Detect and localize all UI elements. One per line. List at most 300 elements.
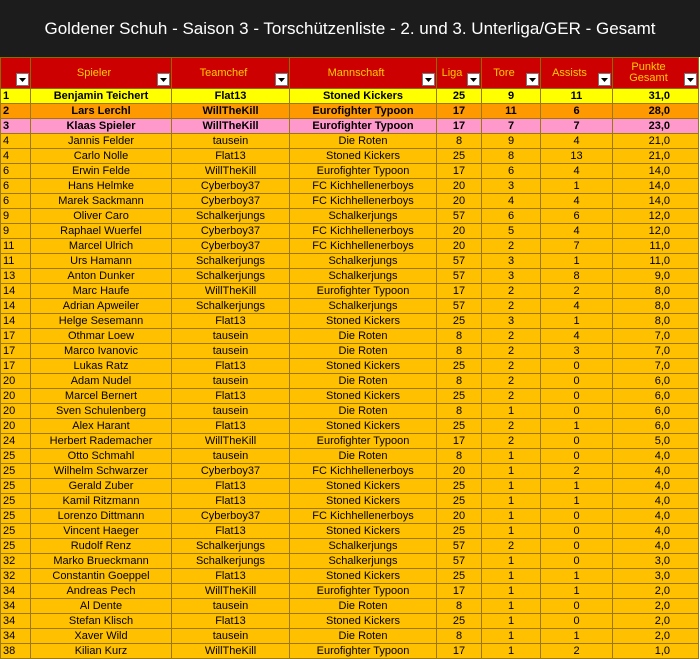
cell-liga[interactable]: 25 [437, 479, 482, 494]
cell-assists[interactable]: 8 [541, 269, 613, 284]
cell-spieler[interactable]: Al Dente [31, 599, 172, 614]
cell-liga[interactable]: 8 [437, 374, 482, 389]
cell-punkte[interactable]: 23,0 [613, 119, 699, 134]
cell-assists[interactable]: 4 [541, 224, 613, 239]
cell-tore[interactable]: 1 [482, 554, 541, 569]
cell-rank[interactable]: 32 [1, 569, 31, 584]
cell-spieler[interactable]: Gerald Zuber [31, 479, 172, 494]
cell-rank[interactable]: 11 [1, 254, 31, 269]
cell-liga[interactable]: 20 [437, 239, 482, 254]
cell-tore[interactable]: 1 [482, 629, 541, 644]
cell-spieler[interactable]: Lars Lerchl [31, 104, 172, 119]
cell-spieler[interactable]: Marcel Ulrich [31, 239, 172, 254]
cell-teamchef[interactable]: WillTheKill [172, 584, 290, 599]
cell-assists[interactable]: 2 [541, 644, 613, 659]
cell-mannschaft[interactable]: Schalkerjungs [290, 539, 437, 554]
cell-spieler[interactable]: Jannis Felder [31, 134, 172, 149]
cell-assists[interactable]: 4 [541, 329, 613, 344]
cell-rank[interactable]: 6 [1, 179, 31, 194]
cell-assists[interactable]: 0 [541, 614, 613, 629]
cell-liga[interactable]: 25 [437, 149, 482, 164]
filter-dropdown-icon[interactable] [16, 73, 29, 86]
cell-liga[interactable]: 20 [437, 224, 482, 239]
cell-spieler[interactable]: Andreas Pech [31, 584, 172, 599]
cell-spieler[interactable]: Otto Schmahl [31, 449, 172, 464]
cell-punkte[interactable]: 7,0 [613, 359, 699, 374]
cell-rank[interactable]: 34 [1, 614, 31, 629]
cell-punkte[interactable]: 14,0 [613, 179, 699, 194]
cell-spieler[interactable]: Vincent Haeger [31, 524, 172, 539]
cell-rank[interactable]: 4 [1, 149, 31, 164]
cell-mannschaft[interactable]: Die Roten [290, 404, 437, 419]
cell-mannschaft[interactable]: Schalkerjungs [290, 554, 437, 569]
cell-liga[interactable]: 17 [437, 434, 482, 449]
cell-teamchef[interactable]: Schalkerjungs [172, 209, 290, 224]
cell-punkte[interactable]: 14,0 [613, 194, 699, 209]
cell-rank[interactable]: 20 [1, 389, 31, 404]
cell-rank[interactable]: 6 [1, 164, 31, 179]
cell-teamchef[interactable]: tausein [172, 134, 290, 149]
cell-spieler[interactable]: Erwin Felde [31, 164, 172, 179]
cell-rank[interactable]: 13 [1, 269, 31, 284]
cell-mannschaft[interactable]: Schalkerjungs [290, 209, 437, 224]
cell-tore[interactable]: 2 [482, 419, 541, 434]
cell-teamchef[interactable]: Schalkerjungs [172, 539, 290, 554]
cell-teamchef[interactable]: Flat13 [172, 569, 290, 584]
cell-assists[interactable]: 0 [541, 539, 613, 554]
cell-mannschaft[interactable]: Eurofighter Typoon [290, 434, 437, 449]
cell-mannschaft[interactable]: Stoned Kickers [290, 419, 437, 434]
cell-punkte[interactable]: 2,0 [613, 614, 699, 629]
cell-liga[interactable]: 25 [437, 614, 482, 629]
cell-teamchef[interactable]: Schalkerjungs [172, 554, 290, 569]
cell-punkte[interactable]: 14,0 [613, 164, 699, 179]
cell-tore[interactable]: 4 [482, 194, 541, 209]
cell-mannschaft[interactable]: Stoned Kickers [290, 89, 437, 104]
cell-teamchef[interactable]: Flat13 [172, 389, 290, 404]
cell-rank[interactable]: 34 [1, 629, 31, 644]
cell-spieler[interactable]: Urs Hamann [31, 254, 172, 269]
cell-punkte[interactable]: 3,0 [613, 569, 699, 584]
cell-spieler[interactable]: Anton Dunker [31, 269, 172, 284]
cell-teamchef[interactable]: WillTheKill [172, 119, 290, 134]
cell-tore[interactable]: 2 [482, 389, 541, 404]
cell-spieler[interactable]: Raphael Wuerfel [31, 224, 172, 239]
cell-liga[interactable]: 20 [437, 194, 482, 209]
cell-rank[interactable]: 34 [1, 584, 31, 599]
cell-assists[interactable]: 1 [541, 254, 613, 269]
cell-tore[interactable]: 1 [482, 404, 541, 419]
cell-punkte[interactable]: 21,0 [613, 149, 699, 164]
cell-assists[interactable]: 0 [541, 524, 613, 539]
cell-teamchef[interactable]: Flat13 [172, 479, 290, 494]
cell-mannschaft[interactable]: Stoned Kickers [290, 494, 437, 509]
cell-rank[interactable]: 4 [1, 134, 31, 149]
cell-teamchef[interactable]: Cyberboy37 [172, 194, 290, 209]
cell-rank[interactable]: 2 [1, 104, 31, 119]
cell-assists[interactable]: 0 [541, 404, 613, 419]
cell-mannschaft[interactable]: Die Roten [290, 329, 437, 344]
cell-tore[interactable]: 7 [482, 119, 541, 134]
cell-teamchef[interactable]: Flat13 [172, 314, 290, 329]
cell-mannschaft[interactable]: Stoned Kickers [290, 614, 437, 629]
cell-tore[interactable]: 3 [482, 269, 541, 284]
cell-teamchef[interactable]: tausein [172, 344, 290, 359]
cell-teamchef[interactable]: Cyberboy37 [172, 509, 290, 524]
cell-mannschaft[interactable]: Stoned Kickers [290, 149, 437, 164]
cell-liga[interactable]: 57 [437, 539, 482, 554]
cell-spieler[interactable]: Hans Helmke [31, 179, 172, 194]
cell-teamchef[interactable]: Schalkerjungs [172, 299, 290, 314]
cell-assists[interactable]: 1 [541, 494, 613, 509]
cell-mannschaft[interactable]: Stoned Kickers [290, 389, 437, 404]
cell-punkte[interactable]: 4,0 [613, 449, 699, 464]
cell-teamchef[interactable]: WillTheKill [172, 104, 290, 119]
cell-punkte[interactable]: 6,0 [613, 374, 699, 389]
cell-tore[interactable]: 2 [482, 329, 541, 344]
cell-liga[interactable]: 17 [437, 104, 482, 119]
cell-teamchef[interactable]: Flat13 [172, 359, 290, 374]
cell-punkte[interactable]: 7,0 [613, 344, 699, 359]
cell-assists[interactable]: 4 [541, 194, 613, 209]
cell-punkte[interactable]: 12,0 [613, 209, 699, 224]
cell-punkte[interactable]: 6,0 [613, 389, 699, 404]
cell-liga[interactable]: 8 [437, 329, 482, 344]
cell-assists[interactable]: 0 [541, 509, 613, 524]
cell-spieler[interactable]: Carlo Nolle [31, 149, 172, 164]
cell-punkte[interactable]: 11,0 [613, 254, 699, 269]
cell-assists[interactable]: 4 [541, 164, 613, 179]
cell-punkte[interactable]: 1,0 [613, 644, 699, 659]
cell-punkte[interactable]: 28,0 [613, 104, 699, 119]
cell-mannschaft[interactable]: Eurofighter Typoon [290, 119, 437, 134]
cell-assists[interactable]: 1 [541, 419, 613, 434]
cell-spieler[interactable]: Benjamin Teichert [31, 89, 172, 104]
cell-spieler[interactable]: Constantin Goeppel [31, 569, 172, 584]
cell-teamchef[interactable]: Flat13 [172, 524, 290, 539]
cell-punkte[interactable]: 4,0 [613, 509, 699, 524]
cell-liga[interactable]: 8 [437, 134, 482, 149]
cell-mannschaft[interactable]: Stoned Kickers [290, 524, 437, 539]
cell-tore[interactable]: 2 [482, 374, 541, 389]
cell-liga[interactable]: 25 [437, 314, 482, 329]
cell-liga[interactable]: 17 [437, 644, 482, 659]
cell-mannschaft[interactable]: Die Roten [290, 449, 437, 464]
cell-assists[interactable]: 1 [541, 569, 613, 584]
cell-liga[interactable]: 25 [437, 494, 482, 509]
cell-mannschaft[interactable]: Eurofighter Typoon [290, 584, 437, 599]
cell-mannschaft[interactable]: FC Kichhellenerboys [290, 194, 437, 209]
cell-assists[interactable]: 2 [541, 464, 613, 479]
cell-punkte[interactable]: 6,0 [613, 404, 699, 419]
cell-assists[interactable]: 11 [541, 89, 613, 104]
cell-assists[interactable]: 0 [541, 374, 613, 389]
cell-mannschaft[interactable]: Die Roten [290, 344, 437, 359]
cell-punkte[interactable]: 8,0 [613, 314, 699, 329]
cell-assists[interactable]: 4 [541, 299, 613, 314]
cell-teamchef[interactable]: Cyberboy37 [172, 239, 290, 254]
cell-teamchef[interactable]: Flat13 [172, 494, 290, 509]
cell-rank[interactable]: 17 [1, 359, 31, 374]
cell-assists[interactable]: 0 [541, 554, 613, 569]
cell-tore[interactable]: 2 [482, 299, 541, 314]
cell-spieler[interactable]: Marc Haufe [31, 284, 172, 299]
cell-punkte[interactable]: 2,0 [613, 584, 699, 599]
cell-rank[interactable]: 9 [1, 209, 31, 224]
cell-mannschaft[interactable]: Stoned Kickers [290, 314, 437, 329]
cell-spieler[interactable]: Kamil Ritzmann [31, 494, 172, 509]
cell-rank[interactable]: 25 [1, 509, 31, 524]
cell-assists[interactable]: 1 [541, 584, 613, 599]
cell-mannschaft[interactable]: Die Roten [290, 599, 437, 614]
cell-liga[interactable]: 25 [437, 389, 482, 404]
cell-tore[interactable]: 1 [482, 479, 541, 494]
cell-rank[interactable]: 14 [1, 299, 31, 314]
cell-tore[interactable]: 6 [482, 209, 541, 224]
cell-mannschaft[interactable]: Stoned Kickers [290, 569, 437, 584]
cell-rank[interactable]: 32 [1, 554, 31, 569]
cell-tore[interactable]: 11 [482, 104, 541, 119]
spreadsheet[interactable] [0, 57, 700, 659]
cell-punkte[interactable]: 8,0 [613, 299, 699, 314]
cell-liga[interactable]: 25 [437, 569, 482, 584]
cell-mannschaft[interactable]: Schalkerjungs [290, 299, 437, 314]
cell-teamchef[interactable]: Flat13 [172, 614, 290, 629]
cell-punkte[interactable]: 21,0 [613, 134, 699, 149]
cell-mannschaft[interactable]: Schalkerjungs [290, 254, 437, 269]
cell-punkte[interactable]: 5,0 [613, 434, 699, 449]
cell-mannschaft[interactable]: FC Kichhellenerboys [290, 224, 437, 239]
cell-tore[interactable]: 1 [482, 599, 541, 614]
cell-liga[interactable]: 25 [437, 524, 482, 539]
cell-spieler[interactable]: Klaas Spieler [31, 119, 172, 134]
cell-assists[interactable]: 1 [541, 629, 613, 644]
cell-spieler[interactable]: Rudolf Renz [31, 539, 172, 554]
cell-tore[interactable]: 3 [482, 254, 541, 269]
cell-liga[interactable]: 57 [437, 554, 482, 569]
cell-punkte[interactable]: 8,0 [613, 284, 699, 299]
cell-assists[interactable]: 0 [541, 389, 613, 404]
cell-mannschaft[interactable]: Schalkerjungs [290, 269, 437, 284]
cell-liga[interactable]: 17 [437, 284, 482, 299]
cell-liga[interactable]: 57 [437, 209, 482, 224]
cell-mannschaft[interactable]: Die Roten [290, 374, 437, 389]
cell-rank[interactable]: 11 [1, 239, 31, 254]
filter-dropdown-icon[interactable] [422, 73, 435, 86]
cell-spieler[interactable]: Marko Brueckmann [31, 554, 172, 569]
cell-punkte[interactable]: 6,0 [613, 419, 699, 434]
cell-spieler[interactable]: Helge Sesemann [31, 314, 172, 329]
cell-liga[interactable]: 57 [437, 299, 482, 314]
cell-assists[interactable]: 0 [541, 599, 613, 614]
cell-liga[interactable]: 8 [437, 599, 482, 614]
cell-spieler[interactable]: Oliver Caro [31, 209, 172, 224]
cell-liga[interactable]: 8 [437, 404, 482, 419]
cell-punkte[interactable]: 9,0 [613, 269, 699, 284]
cell-tore[interactable]: 2 [482, 344, 541, 359]
cell-mannschaft[interactable]: Stoned Kickers [290, 479, 437, 494]
cell-assists[interactable]: 7 [541, 119, 613, 134]
cell-spieler[interactable]: Adrian Apweiler [31, 299, 172, 314]
cell-rank[interactable]: 20 [1, 404, 31, 419]
cell-punkte[interactable]: 4,0 [613, 539, 699, 554]
filter-dropdown-icon[interactable] [598, 73, 611, 86]
cell-liga[interactable]: 8 [437, 344, 482, 359]
cell-tore[interactable]: 9 [482, 134, 541, 149]
cell-assists[interactable]: 4 [541, 134, 613, 149]
cell-mannschaft[interactable]: Eurofighter Typoon [290, 284, 437, 299]
cell-punkte[interactable]: 31,0 [613, 89, 699, 104]
cell-rank[interactable]: 25 [1, 524, 31, 539]
filter-dropdown-icon[interactable] [684, 73, 697, 86]
filter-dropdown-icon[interactable] [526, 73, 539, 86]
cell-spieler[interactable]: Lukas Ratz [31, 359, 172, 374]
cell-tore[interactable]: 2 [482, 239, 541, 254]
cell-spieler[interactable]: Xaver Wild [31, 629, 172, 644]
cell-punkte[interactable]: 4,0 [613, 524, 699, 539]
cell-rank[interactable]: 25 [1, 464, 31, 479]
cell-liga[interactable]: 17 [437, 164, 482, 179]
cell-assists[interactable]: 1 [541, 479, 613, 494]
cell-rank[interactable]: 14 [1, 284, 31, 299]
cell-liga[interactable]: 57 [437, 254, 482, 269]
cell-tore[interactable]: 5 [482, 224, 541, 239]
cell-tore[interactable]: 3 [482, 314, 541, 329]
cell-rank[interactable]: 1 [1, 89, 31, 104]
cell-mannschaft[interactable]: Eurofighter Typoon [290, 164, 437, 179]
cell-spieler[interactable]: Adam Nudel [31, 374, 172, 389]
cell-rank[interactable]: 25 [1, 449, 31, 464]
cell-assists[interactable]: 2 [541, 284, 613, 299]
cell-teamchef[interactable]: Cyberboy37 [172, 179, 290, 194]
cell-rank[interactable]: 24 [1, 434, 31, 449]
cell-liga[interactable]: 17 [437, 119, 482, 134]
cell-spieler[interactable]: Marcel Bernert [31, 389, 172, 404]
cell-tore[interactable]: 2 [482, 359, 541, 374]
cell-rank[interactable]: 17 [1, 344, 31, 359]
cell-mannschaft[interactable]: Stoned Kickers [290, 359, 437, 374]
cell-teamchef[interactable]: Flat13 [172, 419, 290, 434]
cell-assists[interactable]: 13 [541, 149, 613, 164]
cell-rank[interactable]: 34 [1, 599, 31, 614]
cell-liga[interactable]: 17 [437, 584, 482, 599]
cell-tore[interactable]: 1 [482, 449, 541, 464]
cell-teamchef[interactable]: tausein [172, 629, 290, 644]
cell-teamchef[interactable]: tausein [172, 449, 290, 464]
cell-spieler[interactable]: Marco Ivanovic [31, 344, 172, 359]
cell-liga[interactable]: 20 [437, 464, 482, 479]
cell-mannschaft[interactable]: Die Roten [290, 134, 437, 149]
cell-teamchef[interactable]: tausein [172, 599, 290, 614]
cell-mannschaft[interactable]: Die Roten [290, 629, 437, 644]
cell-teamchef[interactable]: WillTheKill [172, 434, 290, 449]
cell-punkte[interactable]: 3,0 [613, 554, 699, 569]
cell-teamchef[interactable]: WillTheKill [172, 644, 290, 659]
cell-tore[interactable]: 2 [482, 434, 541, 449]
cell-tore[interactable]: 2 [482, 284, 541, 299]
cell-spieler[interactable]: Herbert Rademacher [31, 434, 172, 449]
filter-dropdown-icon[interactable] [467, 73, 480, 86]
cell-tore[interactable]: 8 [482, 149, 541, 164]
cell-assists[interactable]: 0 [541, 434, 613, 449]
cell-punkte[interactable]: 2,0 [613, 629, 699, 644]
cell-assists[interactable]: 0 [541, 449, 613, 464]
cell-teamchef[interactable]: Cyberboy37 [172, 464, 290, 479]
cell-tore[interactable]: 9 [482, 89, 541, 104]
cell-tore[interactable]: 1 [482, 584, 541, 599]
cell-teamchef[interactable]: WillTheKill [172, 164, 290, 179]
cell-liga[interactable]: 25 [437, 419, 482, 434]
cell-rank[interactable]: 20 [1, 419, 31, 434]
cell-teamchef[interactable]: Flat13 [172, 89, 290, 104]
cell-tore[interactable]: 6 [482, 164, 541, 179]
cell-punkte[interactable]: 4,0 [613, 494, 699, 509]
cell-punkte[interactable]: 11,0 [613, 239, 699, 254]
cell-mannschaft[interactable]: FC Kichhellenerboys [290, 509, 437, 524]
cell-punkte[interactable]: 7,0 [613, 329, 699, 344]
cell-rank[interactable]: 20 [1, 374, 31, 389]
cell-spieler[interactable]: Sven Schulenberg [31, 404, 172, 419]
cell-tore[interactable]: 1 [482, 464, 541, 479]
cell-tore[interactable]: 2 [482, 539, 541, 554]
cell-spieler[interactable]: Wilhelm Schwarzer [31, 464, 172, 479]
cell-mannschaft[interactable]: FC Kichhellenerboys [290, 464, 437, 479]
cell-spieler[interactable]: Stefan Klisch [31, 614, 172, 629]
cell-punkte[interactable]: 2,0 [613, 599, 699, 614]
cell-assists[interactable]: 1 [541, 179, 613, 194]
cell-teamchef[interactable]: tausein [172, 374, 290, 389]
cell-spieler[interactable]: Alex Harant [31, 419, 172, 434]
cell-liga[interactable]: 25 [437, 359, 482, 374]
cell-spieler[interactable]: Kilian Kurz [31, 644, 172, 659]
cell-liga[interactable]: 8 [437, 449, 482, 464]
cell-tore[interactable]: 1 [482, 569, 541, 584]
cell-tore[interactable]: 1 [482, 494, 541, 509]
cell-assists[interactable]: 3 [541, 344, 613, 359]
cell-rank[interactable]: 25 [1, 539, 31, 554]
cell-mannschaft[interactable]: FC Kichhellenerboys [290, 179, 437, 194]
cell-liga[interactable]: 8 [437, 629, 482, 644]
cell-rank[interactable]: 17 [1, 329, 31, 344]
cell-mannschaft[interactable]: FC Kichhellenerboys [290, 239, 437, 254]
cell-tore[interactable]: 1 [482, 614, 541, 629]
cell-tore[interactable]: 1 [482, 524, 541, 539]
cell-tore[interactable]: 3 [482, 179, 541, 194]
cell-liga[interactable]: 57 [437, 269, 482, 284]
cell-teamchef[interactable]: Schalkerjungs [172, 269, 290, 284]
cell-teamchef[interactable]: Schalkerjungs [172, 254, 290, 269]
cell-rank[interactable]: 25 [1, 494, 31, 509]
cell-teamchef[interactable]: Cyberboy37 [172, 224, 290, 239]
cell-spieler[interactable]: Othmar Loew [31, 329, 172, 344]
cell-rank[interactable]: 6 [1, 194, 31, 209]
cell-assists[interactable]: 6 [541, 104, 613, 119]
cell-rank[interactable]: 25 [1, 479, 31, 494]
filter-dropdown-icon[interactable] [275, 73, 288, 86]
cell-teamchef[interactable]: Flat13 [172, 149, 290, 164]
cell-assists[interactable]: 1 [541, 314, 613, 329]
cell-rank[interactable]: 9 [1, 224, 31, 239]
cell-punkte[interactable]: 4,0 [613, 464, 699, 479]
cell-teamchef[interactable]: tausein [172, 404, 290, 419]
cell-spieler[interactable]: Lorenzo Dittmann [31, 509, 172, 524]
cell-liga[interactable]: 20 [437, 179, 482, 194]
cell-tore[interactable]: 1 [482, 509, 541, 524]
filter-dropdown-icon[interactable] [157, 73, 170, 86]
cell-rank[interactable]: 14 [1, 314, 31, 329]
cell-rank[interactable]: 38 [1, 644, 31, 659]
cell-rank[interactable]: 3 [1, 119, 31, 134]
